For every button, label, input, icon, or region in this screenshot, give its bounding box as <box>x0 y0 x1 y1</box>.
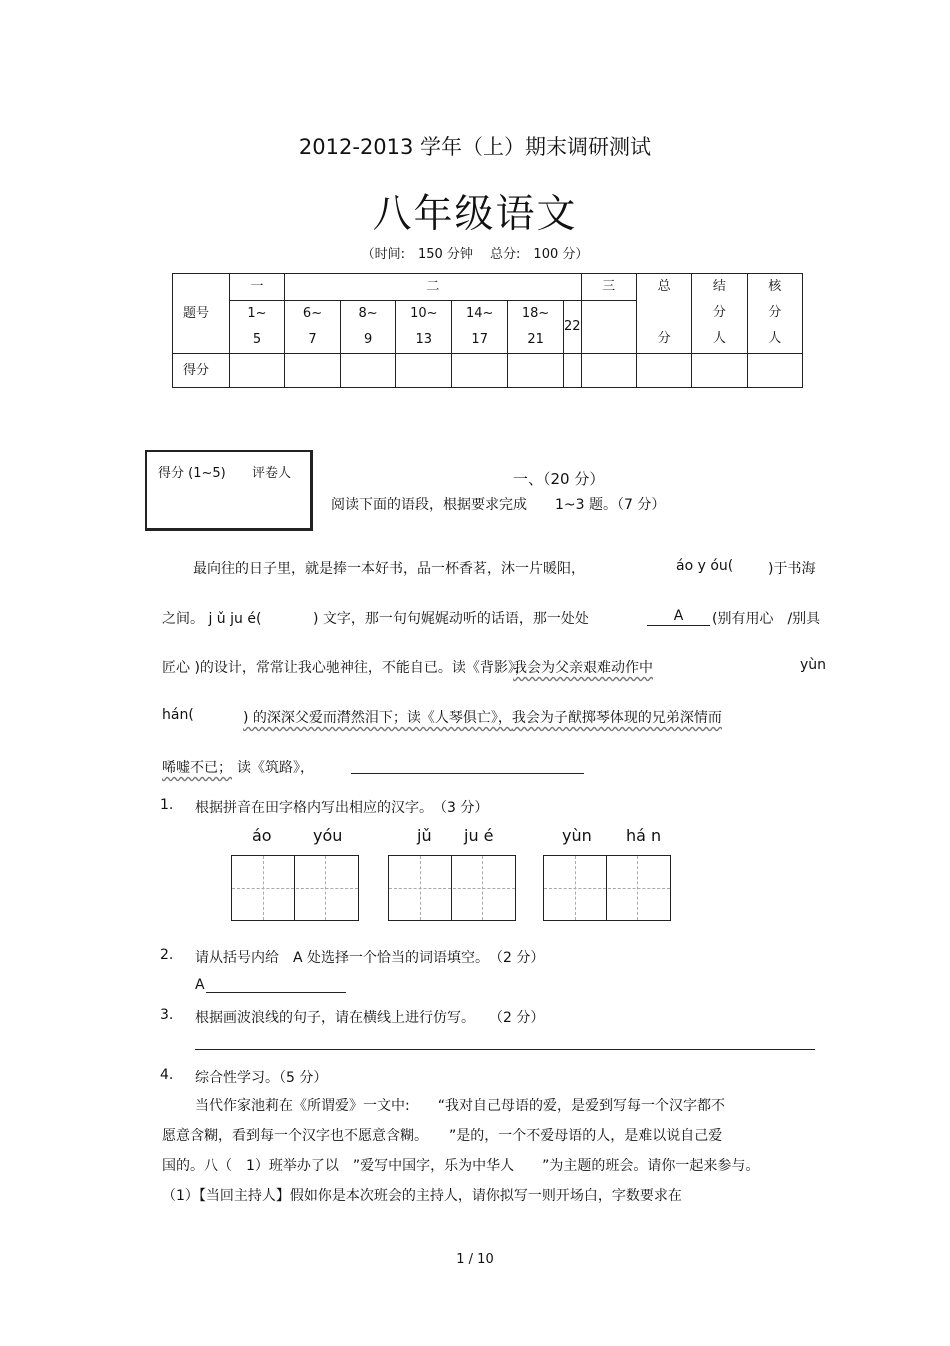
q4-subquestion-1: （1）【当回主持人】假如你是本次班会的主持人，请你拟写一则开场白，字数要求在 <box>162 1188 682 1204</box>
score-section-2: 二 <box>285 274 581 301</box>
score-q-8-9: 8~ 9 <box>340 301 396 354</box>
score-cell[interactable] <box>508 354 564 388</box>
q2-answer-label: A <box>195 977 205 993</box>
score-section-1: 一 <box>229 274 285 301</box>
pinyin-ao: áo <box>252 826 272 845</box>
passage-line-5b: 读《筑路》， <box>237 760 314 776</box>
wavy-sentence-1: 我会为父亲艰难动作中 <box>513 660 653 676</box>
passage-line-3a: 匠心 )的设计，常常让我心驰神往，不能自已。读《背影》， <box>162 660 529 676</box>
score-cell[interactable] <box>452 354 508 388</box>
tianzige-grid-2[interactable] <box>388 855 516 921</box>
pinyin-you: yóu <box>313 826 343 845</box>
q4-paragraph-1: 当代作家池莉在《所谓爱》一文中: “我对自己母语的爱，是爱到写每一个汉字都不 <box>195 1098 725 1114</box>
score-row-label-defen: 得分 <box>173 354 230 388</box>
score-total-header: 总 分 <box>636 274 691 354</box>
grade-box-score-label: 得分 (1~5) <box>158 466 226 481</box>
score-q-22: 22 <box>564 301 582 354</box>
score-q-10-13: 10~ 13 <box>396 301 452 354</box>
q1-number: 1. <box>160 797 174 813</box>
tianzige-grid-3[interactable] <box>543 855 671 921</box>
passage-line-2b: ) 文字，那一句句娓娓动听的话语，那一处处 <box>313 611 589 627</box>
q4-number: 4. <box>160 1067 174 1083</box>
exam-time-info: （时间: 150 分钟 总分: 100 分） <box>361 247 589 262</box>
score-cell[interactable] <box>229 354 285 388</box>
q3-answer-line[interactable] <box>195 1049 815 1050</box>
score-cell[interactable] <box>564 354 582 388</box>
passage-pinyin-aoyou: áo y óu( <box>676 558 734 574</box>
passage-pinyin-yun: yùn <box>800 657 827 673</box>
passage-line-2d: (别有用心 /别具 <box>712 611 821 627</box>
section-1-instruction: 阅读下面的语段，根据要求完成 1~3 题。（7 分） <box>331 497 666 513</box>
passage-line-1a: 最向往的日子里，就是捧一本好书，品一杯香茗，沐一片暖阳， <box>193 561 585 577</box>
score-q-6-7: 6~ 7 <box>285 301 341 354</box>
tianzige-grid-1[interactable] <box>231 855 359 921</box>
score-section-3: 三 <box>581 274 636 301</box>
score-reviewer-header: 核 分 人 <box>747 274 802 354</box>
q4-paragraph-3: 国的。八（ 1）班举办了以 ”爱写中国字，乐为中华人 ”为主题的班会。请你一起来参与。 <box>162 1158 760 1174</box>
score-cell[interactable] <box>396 354 452 388</box>
grade-box <box>145 450 313 531</box>
section-1-heading: 一、（20 分） <box>513 470 605 488</box>
q4-text: 综合性学习。（5 分） <box>195 1070 328 1086</box>
score-q-18-21: 18~ 21 <box>508 301 564 354</box>
score-cell[interactable] <box>692 354 747 388</box>
grade-box-grader-label: 评卷人 <box>252 466 292 481</box>
score-row-label-tihao: 题号 <box>173 274 230 354</box>
q3-number: 3. <box>160 1007 174 1023</box>
passage-line-5a: 唏嘘不已； <box>162 760 232 776</box>
passage-line-2a: 之间。 j ǔ ju é( <box>162 611 262 627</box>
score-table <box>172 273 803 388</box>
score-cell[interactable] <box>581 354 636 388</box>
passage-pinyin-han: hán( <box>162 707 194 723</box>
page-number: 1 / 10 <box>456 1252 494 1267</box>
pinyin-yun: yùn <box>562 826 592 845</box>
score-q-14-17: 14~ 17 <box>452 301 508 354</box>
exam-subtitle: 2012-2013 学年（上）期末调研测试 <box>298 135 652 159</box>
q3-text: 根据画波浪线的句子，请在横线上进行仿写。 （2 分） <box>195 1010 545 1026</box>
q1-text: 根据拼音在田字格内写出相应的汉字。 （3 分） <box>195 800 489 816</box>
score-grader-header: 结 分 人 <box>692 274 747 354</box>
wavy-sentence-2: ) 的深深父爱而潸然泪下；读《人琴俱亡》，我会为子猷掷琴体现的兄弟深情而 <box>243 710 722 726</box>
q2-answer-line[interactable] <box>206 992 346 993</box>
pinyin-ju: jǔ <box>417 826 432 845</box>
pinyin-jue: ju é <box>464 826 494 845</box>
imitation-answer-line[interactable] <box>351 773 584 774</box>
score-cell[interactable] <box>636 354 691 388</box>
score-cell[interactable] <box>747 354 802 388</box>
blank-a[interactable]: A <box>647 608 710 626</box>
pinyin-han: há n <box>626 826 662 845</box>
q2-text: 请从括号内给 A 处选择一个恰当的词语填空。 （2 分） <box>195 950 545 966</box>
exam-title: 八年级语文 <box>372 192 578 237</box>
passage-line-1c: )于书海 <box>768 561 816 577</box>
q2-number: 2. <box>160 947 174 963</box>
score-cell[interactable] <box>285 354 341 388</box>
score-cell[interactable] <box>340 354 396 388</box>
score-q-1-5: 1~ 5 <box>229 301 285 354</box>
q4-paragraph-2: 愿意含糊，看到每一个汉字也不愿意含糊。 ”是的，一个不爱母语的人，是难以说自己爱 <box>162 1128 723 1144</box>
